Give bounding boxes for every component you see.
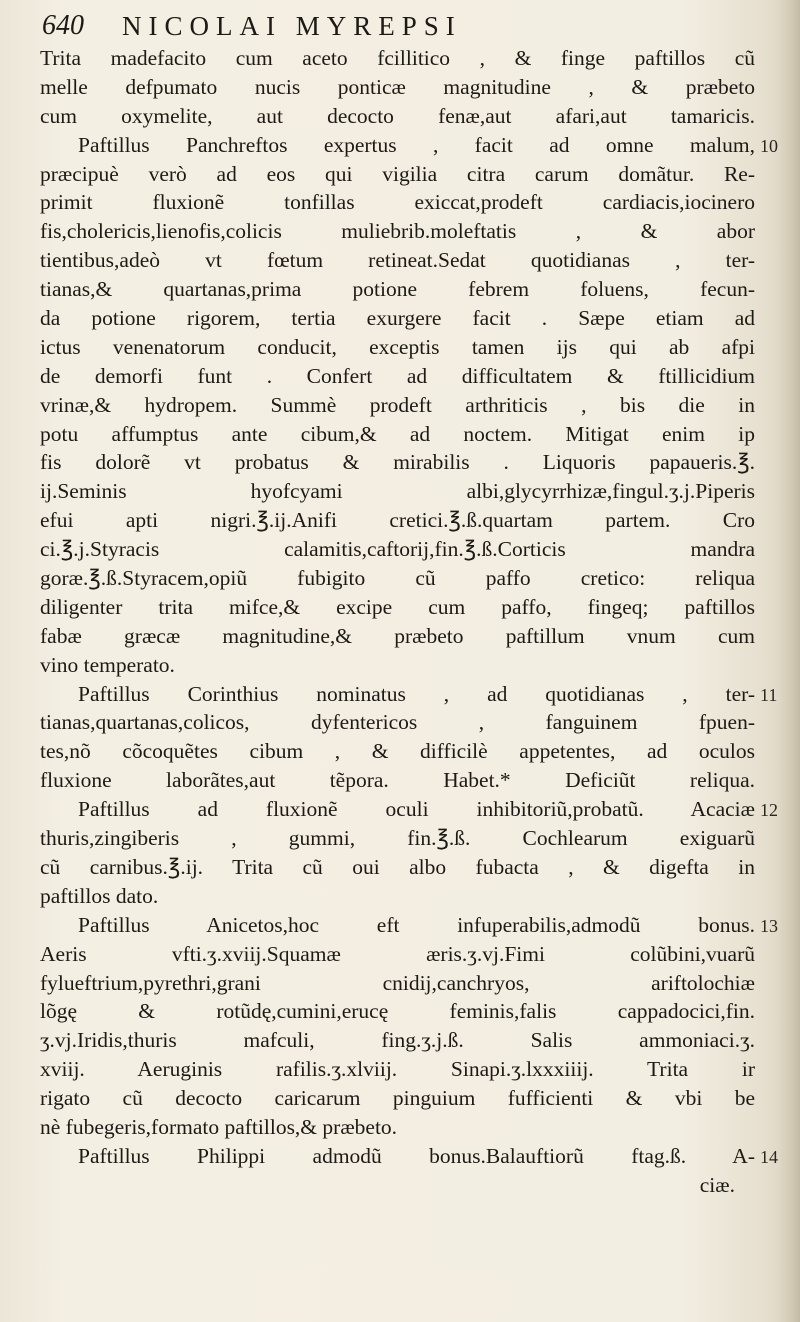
margin-number: 12 [760,800,778,821]
text-line: fylueftrium,pyrethri,grani cnidij,canchryos, ariftolochiæ [40,970,755,995]
running-head: NICOLAI MYREPSI [122,11,462,41]
text-line: vrinæ,& hydropem. Summè prodeft arthriticis , bis die in [40,392,755,417]
text-line: tes,nõ cõcoquẽtes cibum , & difficilè appetentes, ad oculos [40,739,755,764]
text-line: Aeris vfti.ʒ.xviij.Squamæ æris.ʒ.vj.Fimi colũbini,vuarũ [40,941,755,966]
text-line: primit fluxionẽ tonfillas exiccat,prodeft cardiacis,iocinero [40,190,755,215]
text-line: Trita madefacito cum aceto fcillitico , & finge paftillos cũ [40,46,755,70]
text-line: da potione rigorem, tertia exurgere facit . Sæpe etiam ad [40,306,755,331]
text-line: Paftillus Panchreftos expertus , facit ad omne malum, [78,132,755,157]
text-line: tianas,quartanas,colicos, dyfentericos , fanguinem fpuen- [40,710,755,735]
text-line: Paftillus Corinthius nominatus , ad quotidianas , ter- [78,681,755,706]
text-line: fis,cholericis,lienofis,colicis muliebrib.moleftatis , & abor [40,219,755,244]
text-line: goræ.℥.ß.Styracem,opiũ fubigito cũ paffo cretico: reliqua [40,566,755,591]
text-line: fluxione laborãtes,aut tẽpora. Habet.* Deficiũt reliqua. [40,768,755,793]
margin-number: 10 [760,135,778,156]
text-line: præcipuè verò ad eos qui vigilia citra carum domãtur. Re- [40,161,755,186]
text-block [40,44,755,1200]
text-line: cum oxymelite, aut decocto fenæ,aut afari,aut tamaricis. [40,103,755,128]
text-line: diligenter trita mifce,& excipe cum paffo, fingeq; paftillos [40,594,755,619]
text-line: ci.℥.j.Styracis calamitis,caftorij,fin.℥.ß.Corticis mandra [40,537,755,562]
text-line: potu affumptus ante cibum,& ad noctem. Mitigat enim ip [40,421,755,446]
text-line: fabæ græcæ magnitudine,& præbeto paftillum vnum cum [40,623,755,648]
text-line: thuris,zingiberis , gummi, fin.℥.ß. Cochlearum exiguarũ [40,826,755,851]
margin-number: 11 [760,684,778,705]
page-header [42,6,762,46]
text-line: Paftillus Philippi admodũ bonus.Balauftiorũ ftag.ß. A- [78,1143,755,1168]
text-line: nè fubegeris,formato paftillos,& præbeto. [40,1114,398,1139]
text-line: ciæ. [699,1172,735,1197]
text-line: efui apti nigri.℥.ij.Anifi cretici.℥.ß.quartam partem. Cro [40,508,755,533]
page-edge-shadow [778,0,800,1322]
text-line: xviij. Aeruginis rafilis.ʒ.xlviij. Sinapi.ʒ.lxxxiiij. Trita ir [40,1057,755,1082]
text-line: ʒ.vj.Iridis,thuris mafculi, fing.ʒ.j.ß. Salis ammoniaci.ʒ. [40,1028,755,1053]
text-line: tientibus,adeò vt fœtum retineat.Sedat quotidianas , ter- [40,248,755,273]
text-line: tianas,& quartanas,prima potione febrem foluens, fecun- [40,277,755,302]
text-line: paftillos dato. [40,883,159,908]
text-line: lõgę & rotũdę,cumini,erucę feminis,falis cappadocici,fin. [40,999,755,1024]
text-line: Paftillus Anicetos,hoc eft infuperabilis,admodũ bonus. [78,912,755,937]
text-line: ictus venenatorum conducit, exceptis tamen ijs qui ab afpi [40,334,755,359]
text-line: vino temperato. [40,652,175,677]
text-line: ij.Seminis hyofcyami albi,glycyrrhizæ,fingul.ʒ.j.Piperis [40,479,755,504]
margin-number: 14 [760,1147,778,1168]
page-number: 640 [42,10,84,41]
text-line: fis dolorẽ vt probatus & mirabilis . Liquoris papaueris.℥. [40,450,755,475]
text-line: de demorfi funt . Confert ad difficultatem & ftillicidium [40,363,755,388]
text-line: cũ carnibus.℥.ij. Trita cũ oui albo fubacta , & digefta in [40,854,755,879]
text-line: rigato cũ decocto caricarum pinguium fufficienti & vbi be [40,1086,755,1111]
text-line: melle defpumato nucis ponticæ magnitudine , & præbeto [40,74,755,99]
text-line: Paftillus ad fluxionẽ oculi inhibitoriũ,probatũ. Acaciæ [78,797,755,822]
margin-number: 13 [760,916,778,936]
